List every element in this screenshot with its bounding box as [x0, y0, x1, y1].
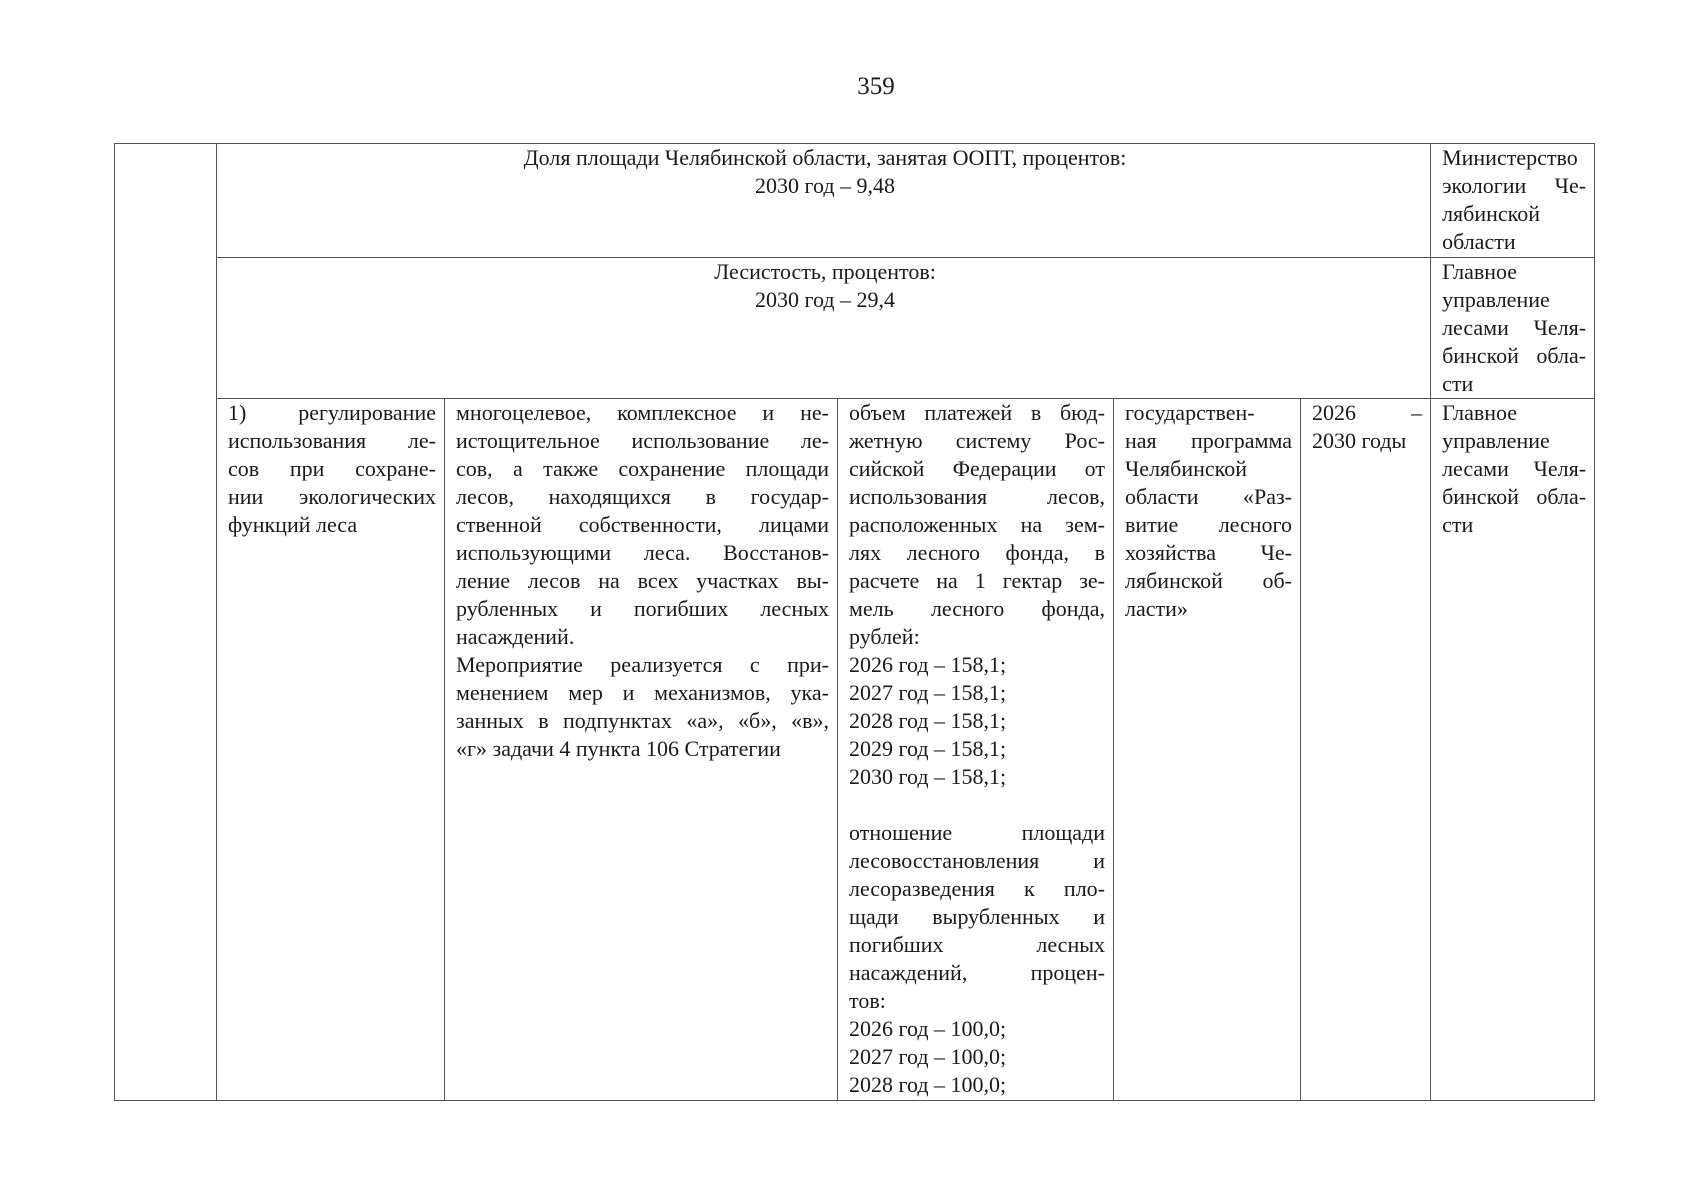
responsible-line: управление: [1442, 428, 1550, 453]
indicator-line: объем платежей в бюд-: [849, 400, 1105, 425]
table-row: [115, 144, 1595, 258]
responsible-cell: [1431, 258, 1595, 399]
indicator-line: насаждений, процен-: [849, 960, 1105, 985]
measures-table: [114, 143, 1595, 1101]
indicator-line: лях лесного фонда, в: [849, 540, 1105, 565]
program-cell: [1114, 399, 1301, 1101]
number-cell: [115, 144, 217, 1101]
program-line: государствен-: [1125, 400, 1255, 425]
indicator-line: 2028 год – 100,0;: [849, 1072, 1007, 1097]
period-line: 2030 годы: [1312, 428, 1407, 453]
program-line: ная программа: [1125, 428, 1292, 453]
name-line: сов при сохране-: [228, 456, 436, 481]
description-line: использующими леса. Восстанов-: [456, 540, 829, 565]
name-line: функций леса: [228, 512, 358, 537]
responsible-line: лесами Челя-: [1442, 315, 1587, 340]
name-line: 1) регулирование: [228, 400, 436, 425]
measure-name-cell: [217, 399, 445, 1101]
indicator-cell: [217, 144, 1431, 258]
responsible-line: области: [1442, 229, 1516, 254]
indicator-line: 2028 год – 158,1;: [849, 708, 1007, 733]
program-line: хозяйства Че-: [1125, 540, 1292, 565]
description-line: сов, а также сохранение площади: [456, 456, 829, 481]
responsible-line: управление: [1442, 287, 1550, 312]
description-cell: [445, 399, 838, 1101]
responsible-line: бинской обла-: [1442, 484, 1587, 509]
description-line: ственной собственности, лицами: [456, 512, 829, 537]
program-line: витие лесного: [1125, 512, 1292, 537]
responsible-line: Главное: [1442, 400, 1518, 425]
indicator-line: 2026 год – 100,0;: [849, 1016, 1007, 1041]
description-line: лесов, находящихся в государ-: [456, 484, 829, 509]
description-line: рубленных и погибших лесных: [456, 596, 829, 621]
period-cell: [1301, 399, 1431, 1101]
program-line: области «Раз-: [1125, 484, 1292, 509]
responsible-line: Министерство: [1442, 145, 1578, 170]
indicator-line: лесовосстановления и: [849, 848, 1105, 873]
indicator-line: расчете на 1 гектар зе-: [849, 568, 1105, 593]
name-line: нии экологических: [228, 484, 436, 509]
indicator-line: жетную систему Рос-: [849, 428, 1105, 453]
page-number: 359: [857, 73, 895, 100]
description-line: «г» задачи 4 пункта 106 Стратегии: [456, 736, 781, 761]
indicator-line: лесоразведения к пло-: [849, 876, 1105, 901]
indicator-line: 2026 год – 158,1;: [849, 652, 1007, 677]
program-line: ласти»: [1125, 596, 1188, 621]
name-line: использования ле-: [228, 428, 436, 453]
description-line: истощительное использование ле-: [456, 428, 829, 453]
indicator-line: 2027 год – 158,1;: [849, 680, 1007, 705]
indicator-line: 2030 год – 29,4: [755, 287, 896, 312]
indicator-line: щади вырубленных и: [849, 904, 1105, 929]
responsible-line: Главное: [1442, 259, 1518, 284]
indicator-line: отношение площади: [849, 820, 1105, 845]
responsible-cell: [1431, 399, 1595, 1101]
indicator-line: 2030 год – 158,1;: [849, 764, 1007, 789]
table-row: [115, 258, 1595, 399]
program-line: лябинской об-: [1125, 568, 1292, 593]
indicator-cell: [217, 258, 1431, 399]
responsible-line: лябинской: [1442, 201, 1541, 226]
period-line: 2026 –: [1312, 400, 1423, 425]
program-line: Челябинской: [1125, 456, 1248, 481]
indicator-line: погибших лесных: [849, 932, 1105, 957]
indicator-line: мель лесного фонда,: [849, 596, 1105, 621]
responsible-line: экологии Че-: [1442, 173, 1587, 198]
indicator-line: 2027 год – 100,0;: [849, 1044, 1007, 1069]
indicator-line: сийской Федерации от: [849, 456, 1105, 481]
description-line: ление лесов на всех участках вы-: [456, 568, 829, 593]
description-line: многоцелевое, комплексное и не-: [456, 400, 829, 425]
indicator-line: тов:: [849, 988, 886, 1013]
responsible-line: лесами Челя-: [1442, 456, 1587, 481]
indicator-line: использования лесов,: [849, 484, 1105, 509]
target-indicator-cell: [838, 399, 1114, 1101]
indicator-line: Лесистость, процентов:: [714, 259, 936, 284]
description-line: занных в подпунктах «а», «б», «в»,: [456, 708, 829, 733]
responsible-line: сти: [1442, 512, 1474, 537]
responsible-line: бинской обла-: [1442, 343, 1587, 368]
indicator-line: Доля площади Челябинской области, занятая ООПТ, процентов:: [523, 145, 1127, 170]
responsible-line: сти: [1442, 371, 1474, 396]
description-line: насаждений.: [456, 624, 575, 649]
indicator-line: расположенных на зем-: [849, 512, 1105, 537]
description-line: менением мер и механизмов, ука-: [456, 680, 829, 705]
responsible-cell: [1431, 144, 1595, 258]
blank-line: [849, 791, 1105, 819]
indicator-line: 2030 год – 9,48: [755, 173, 896, 198]
indicator-line: рублей:: [849, 624, 920, 649]
indicator-line: 2029 год – 158,1;: [849, 736, 1007, 761]
table-row: [115, 399, 1595, 1101]
description-line: Мероприятие реализуется с при-: [456, 652, 829, 677]
